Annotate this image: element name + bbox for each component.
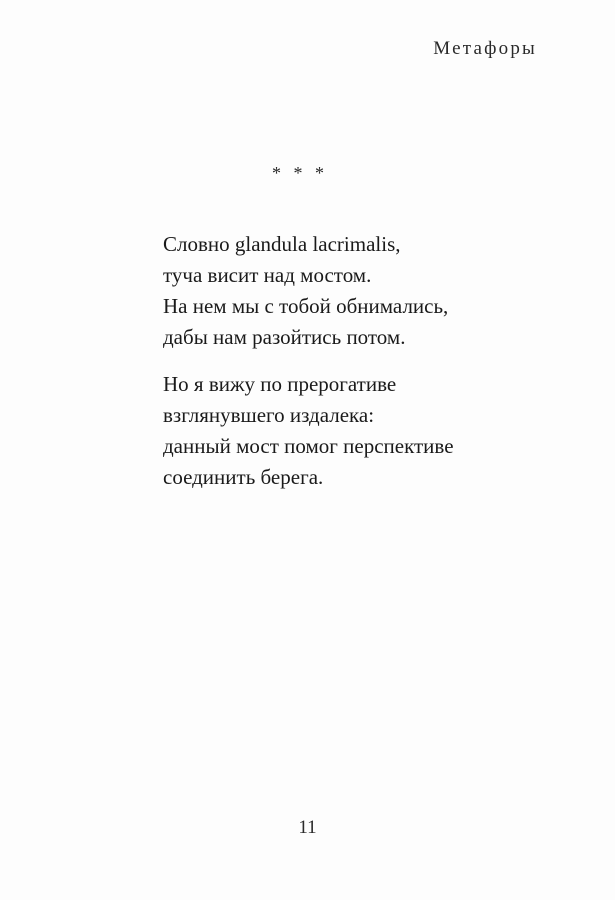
verse-line: взглянувшего издалека:	[163, 403, 375, 427]
verse-line: данный мост помог перспективе	[163, 434, 454, 458]
verse-line: Словно glandula lacrimalis,	[163, 232, 401, 256]
verse-line: Но я вижу по прерогативе	[163, 372, 397, 396]
verse-line: дабы нам разойтись потом.	[163, 325, 406, 349]
poem-stanza-2	[163, 369, 454, 493]
running-head-title: Метафоры	[433, 38, 537, 59]
page-number: 11	[298, 817, 317, 838]
poem-separator: * * *	[272, 163, 328, 183]
verse-line: На нем мы с тобой обнимались,	[163, 294, 449, 318]
verse-line: туча висит над мостом.	[163, 263, 372, 287]
poem-stanza-1	[163, 229, 448, 353]
verse-line: соединить берега.	[163, 465, 324, 489]
